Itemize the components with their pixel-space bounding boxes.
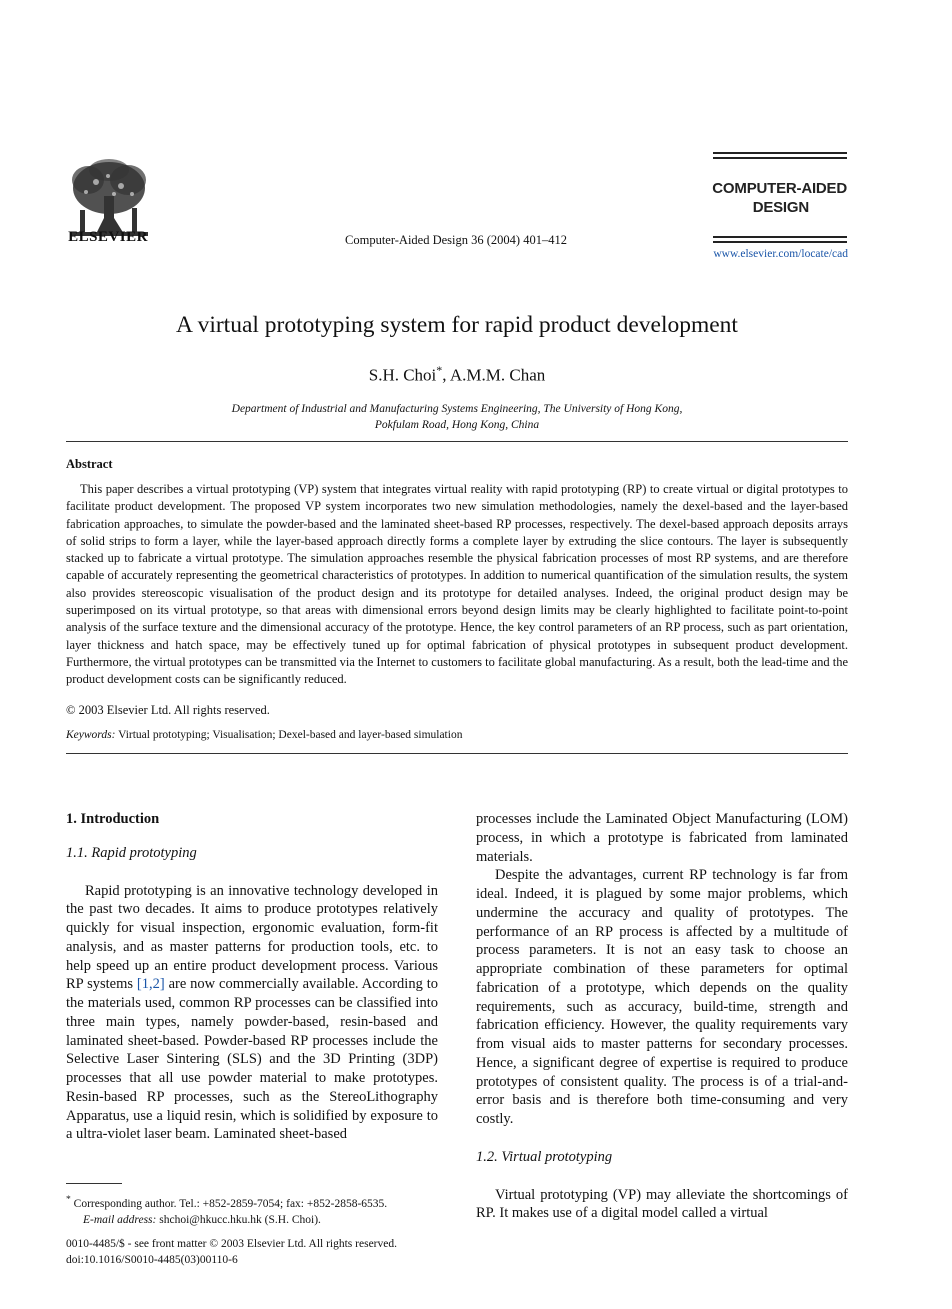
author-list [66,363,848,386]
abstract-top-rule [66,441,848,442]
right-column [476,810,848,1223]
issn-line: 0010-4485/$ - see front matter © 2003 Elsevier Ltd. All rights reserved. [66,1238,397,1250]
author-1: S.H. Choi [368,365,437,385]
journal-name [700,179,847,217]
paragraph-text: Rapid prototyping is an innovative technology developed in the past two decades. It aims to produce prototypes relatively quickly for visual inspection, ergonomic evaluation, form-fit analysis, and as master patterns for production tools, etc. to help speed up an entire product development process. Various RP systems [66,882,438,993]
email-value: shchoi@hkucc.hku.hk (S.H. Choi). [156,1213,321,1226]
paragraph-rp-problems: Despite the advantages, current RP technology is far from ideal. Indeed, it is plagued by some major problems, which undermine the accuracy and quality of prototypes. The performance of an RP process is affected by a multitude of process parameters. It is not an easy task to choose an appropriate combination of these parameters for optimal fabrication of a prototype, which depends on the quality requirements, such as accuracy, build-time, strength and fabrication efficiency. However, the quality requirements vary from visual aids to master patterns for secondary processes. Hence, a significant degree of expertise is required to produce prototypes of consistent quality. The process is of a trial-and-error basis and is therefore both time-consuming and very costly. [476,867,848,1127]
keywords-label: Keywords: [66,729,116,741]
journal-url-link[interactable]: www.elsevier.com/locate/cad [713,248,848,260]
footnote-mark: * [66,1194,71,1205]
paragraph-continued: processes include the Laminated Object Manufacturing (LOM) process, in which a prototype is fabricated from laminated materials. [476,811,848,865]
keywords-text: Virtual prototyping; Visualisation; Dexel-based and layer-based simulation [115,729,463,741]
paragraph-text: are now commercially available. According to the materials used, common RP processes can be classified into three main types, namely powder-based, resin-based and laminated sheet-based. Powder-based RP processes include the Selective Laser Sintering (SLS) and the 3D Printing (3DP) processes that all use powder material to make prototypes. Resin-based RP processes, such as the StereoLithography Apparatus, use a liquid resin, which is solidified by exposure to a ultra-violet laser beam. Laminated sheet-based [66,976,438,1143]
journal-rule-top-2 [713,157,847,159]
footnote [66,1192,446,1228]
abstract-heading: Abstract [66,457,113,471]
footnote-rule [66,1183,122,1184]
author-2: , A.M.M. Chan [442,365,546,385]
email-label: E-mail address: [83,1213,157,1226]
citation-link[interactable]: [1,2] [136,976,165,993]
journal-citation: Computer-Aided Design 36 (2004) 401–412 [345,233,567,247]
footnote-email [66,1212,446,1228]
paragraph-rapid-prototyping [66,882,438,1145]
doi-line: doi:10.1016/S0010-4485(03)00110-6 [66,1254,238,1266]
abstract-body: This paper describes a virtual prototyping (VP) system that integrates virtual reality with rapid prototyping (RP) to create virtual or digital prototypes to facilitate product development. The proposed VP system incorporates two new simulation methodologies, namely the dexel-based and the layer-based fabrication approaches, to simulate the powder-based and the laminated sheet-based RP processes, respectively. The dexel-based approach deposits arrays of solid strips to form a layer, while the layer-based approach directly forms a complete layer by extruding the slice contours. The layer is subsequently stacked up to fabricate a virtual prototype. The simulation approaches resemble the physical fabrication processes of most RP systems, and are therefore capable of accurately representing the geometrical characteristics of prototypes. In addition to numerical quantification of the simulation results, the system also provides stereoscopic visualisation of the product design and its prototype for detailed analyses. Indeed, the original product design may be superimposed on its virtual prototype, so that areas with dimensional errors beyond design limits may be clearly highlighted to facilitate point-to-point analysis of the surface texture and the dimensional accuracy of the prototype. Hence, the key control parameters of an RP process, such as part orientation, layer thickness and hatch space, may be effectively tuned up for optimal fabrication of physical prototypes in subsequent product development. Furthermore, the virtual prototypes can be transmitted via the Internet to customers to facilitate global manufacturing. As a result, both the lead-time and the product development costs can be significantly reduced. [66,482,848,687]
section-heading-introduction: 1. Introduction [66,811,160,827]
subsection-heading-virtual-prototyping: 1.2. Virtual prototyping [476,1148,613,1165]
abstract-bottom-rule [66,753,848,754]
footnote-corresponding [66,1192,446,1212]
affiliation-line1: Department of Industrial and Manufacturing Systems Engineering, The University of Hong Kong, [231,403,683,415]
article-identifiers [66,1236,466,1268]
left-column [66,810,438,1144]
affiliation [120,401,794,433]
journal-name-line1: COMPUTER-AIDED [712,180,847,197]
paragraph-virtual-prototyping: Virtual prototyping (VP) may alleviate the shortcomings of RP. It makes use of a digital model called a virtual [476,1186,848,1222]
corresponding-author-mark[interactable]: * [436,363,443,377]
footnote-contact: Corresponding author. Tel.: +852-2859-7054; fax: +852-2858-6535. [70,1197,388,1210]
paper-title: A virtual prototyping system for rapid product development [176,312,738,338]
subsection-heading-rapid-prototyping: 1.1. Rapid prototyping [66,844,197,861]
journal-rule-bottom-1 [713,236,847,238]
journal-name-line2: DESIGN [752,199,809,216]
publisher-wordmark: ELSEVIER [68,229,148,245]
keywords [66,729,462,741]
journal-rule-top-1 [713,152,847,154]
journal-rule-bottom-2 [713,241,847,243]
abstract-copyright: © 2003 Elsevier Ltd. All rights reserved. [66,703,270,717]
affiliation-line2: Pokfulam Road, Hong Kong, China [374,419,540,431]
